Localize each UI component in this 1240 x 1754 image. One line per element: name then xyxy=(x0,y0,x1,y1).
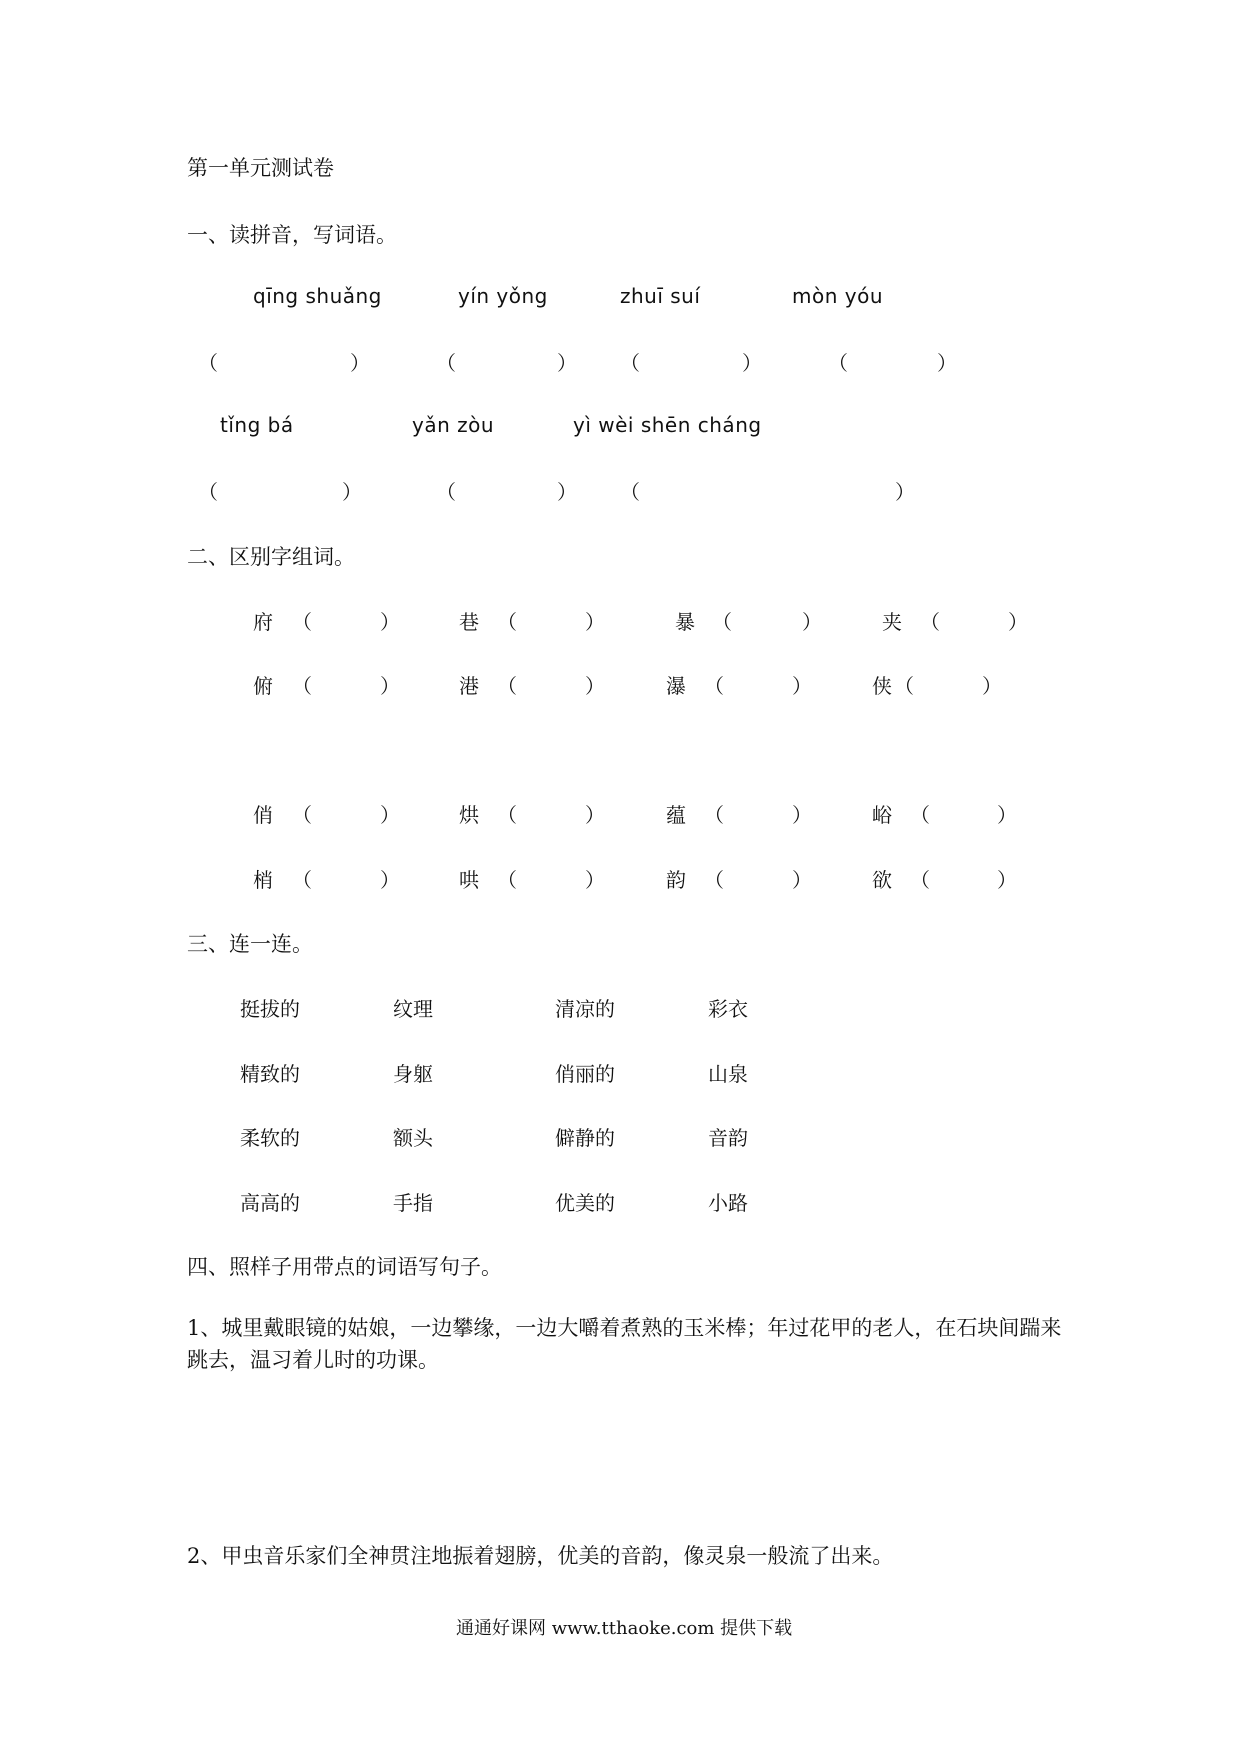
match-word: 音韵 xyxy=(708,1126,748,1150)
answer-paren-close: ） xyxy=(802,610,822,634)
char-2a-1: 俏 xyxy=(253,803,273,827)
answer-paren-close: ） xyxy=(342,480,362,504)
char-1b-1: 俯 xyxy=(253,674,273,698)
answer-paren-close: ） xyxy=(380,674,400,698)
answer-paren-close: ） xyxy=(982,674,1002,698)
char-2b-1: 梢 xyxy=(253,868,273,892)
char-2b-3: 韵 xyxy=(666,868,686,892)
doc-title: 第一单元测试卷 xyxy=(187,156,334,180)
answer-paren-close: ） xyxy=(792,803,812,827)
answer-paren-close: ） xyxy=(557,480,577,504)
match-word: 优美的 xyxy=(555,1191,615,1215)
answer-paren-open: （ xyxy=(292,803,312,827)
match-word: 俏丽的 xyxy=(555,1062,615,1086)
answer-paren-close: ） xyxy=(895,480,915,504)
match-word: 小路 xyxy=(708,1191,748,1215)
answer-paren-open: （ xyxy=(920,610,940,634)
question-1: 1、城里戴眼镜的姑娘，一边攀缘，一边大嚼着煮熟的玉米棒；年过花甲的老人，在石块间踹来跳去，温习着儿时的功课。 xyxy=(187,1316,1062,1372)
answer-paren-open: （ xyxy=(292,868,312,892)
char-2a-4: 峪 xyxy=(872,803,892,827)
answer-paren-close: ） xyxy=(742,351,762,375)
match-word: 手指 xyxy=(393,1191,433,1215)
char-1b-3: 瀑 xyxy=(666,674,686,698)
match-word: 僻静的 xyxy=(555,1126,615,1150)
answer-paren-close: ） xyxy=(937,351,957,375)
char-1a-4: 夹 xyxy=(882,610,902,634)
char-2a-3: 蕴 xyxy=(666,803,686,827)
question-2: 2、甲虫音乐家们全神贯注地振着翅膀，优美的音韵，像灵泉一般流了出来。 xyxy=(187,1544,894,1568)
answer-paren-close: ） xyxy=(380,610,400,634)
answer-paren-open: （ xyxy=(436,480,456,504)
match-word: 柔软的 xyxy=(240,1126,300,1150)
answer-paren-open: （ xyxy=(620,351,640,375)
answer-paren-close: ） xyxy=(997,868,1017,892)
answer-paren-close: ） xyxy=(350,351,370,375)
answer-paren-open: （ xyxy=(704,674,724,698)
answer-paren-open: （ xyxy=(436,351,456,375)
section-3-heading: 三、连一连。 xyxy=(187,932,313,956)
answer-paren-open: （ xyxy=(497,803,517,827)
answer-paren-open: （ xyxy=(704,803,724,827)
answer-paren-close: ） xyxy=(792,868,812,892)
answer-paren-close: ） xyxy=(585,674,605,698)
pinyin-3: zhuī suí xyxy=(620,284,701,308)
char-1a-2: 巷 xyxy=(459,610,479,634)
answer-paren-close: ） xyxy=(997,803,1017,827)
answer-paren-open: （ xyxy=(712,610,732,634)
answer-paren-open: （ xyxy=(292,674,312,698)
char-1b-4: 侠 xyxy=(872,674,892,698)
match-word: 挺拔的 xyxy=(240,997,300,1021)
section-4-heading: 四、照样子用带点的词语写句子。 xyxy=(187,1255,502,1279)
char-1b-2: 港 xyxy=(459,674,479,698)
section-2-heading: 二、区别字组词。 xyxy=(187,545,355,569)
match-word: 清凉的 xyxy=(555,997,615,1021)
pinyin-4: mòn yóu xyxy=(792,284,883,308)
answer-paren-close: ） xyxy=(1008,610,1028,634)
pinyin-5: tǐng bá xyxy=(220,413,294,437)
answer-paren-open: （ xyxy=(910,868,930,892)
answer-paren-close: ） xyxy=(557,351,577,375)
answer-paren-open: （ xyxy=(620,480,640,504)
match-word: 身躯 xyxy=(393,1062,433,1086)
char-2a-2: 烘 xyxy=(459,803,479,827)
answer-paren-open: （ xyxy=(497,674,517,698)
char-1a-1: 府 xyxy=(253,610,273,634)
match-word: 彩衣 xyxy=(708,997,748,1021)
answer-paren-close: ） xyxy=(585,803,605,827)
answer-paren-open: （ xyxy=(497,610,517,634)
char-2b-2: 哄 xyxy=(459,868,479,892)
answer-paren-close: ） xyxy=(585,868,605,892)
answer-paren-close: ） xyxy=(380,868,400,892)
answer-paren-open: （ xyxy=(198,480,218,504)
match-word: 高高的 xyxy=(240,1191,300,1215)
match-word: 额头 xyxy=(393,1126,433,1150)
pinyin-7: yì wèi shēn cháng xyxy=(573,413,762,437)
char-1a-3: 暴 xyxy=(675,610,695,634)
match-word: 纹理 xyxy=(393,997,433,1021)
answer-paren-close: ） xyxy=(380,803,400,827)
answer-paren-open: （ xyxy=(198,351,218,375)
answer-paren-open: （ xyxy=(910,803,930,827)
char-2b-4: 欲 xyxy=(872,868,892,892)
pinyin-2: yín yǒng xyxy=(458,284,548,308)
answer-paren-open: （ xyxy=(497,868,517,892)
answer-paren-open: （ xyxy=(704,868,724,892)
answer-paren-open: （ xyxy=(828,351,848,375)
match-word: 山泉 xyxy=(708,1062,748,1086)
answer-paren-open: （ xyxy=(292,610,312,634)
pinyin-1: qīng shuǎng xyxy=(253,284,382,308)
match-word: 精致的 xyxy=(240,1062,300,1086)
answer-paren-open: （ xyxy=(894,674,914,698)
section-1-heading: 一、读拼音，写词语。 xyxy=(187,223,397,247)
answer-paren-close: ） xyxy=(585,610,605,634)
page-footer: 通通好课网 www.tthaoke.com 提供下载 xyxy=(456,1618,793,1639)
pinyin-6: yǎn zòu xyxy=(412,413,495,437)
answer-paren-close: ） xyxy=(792,674,812,698)
